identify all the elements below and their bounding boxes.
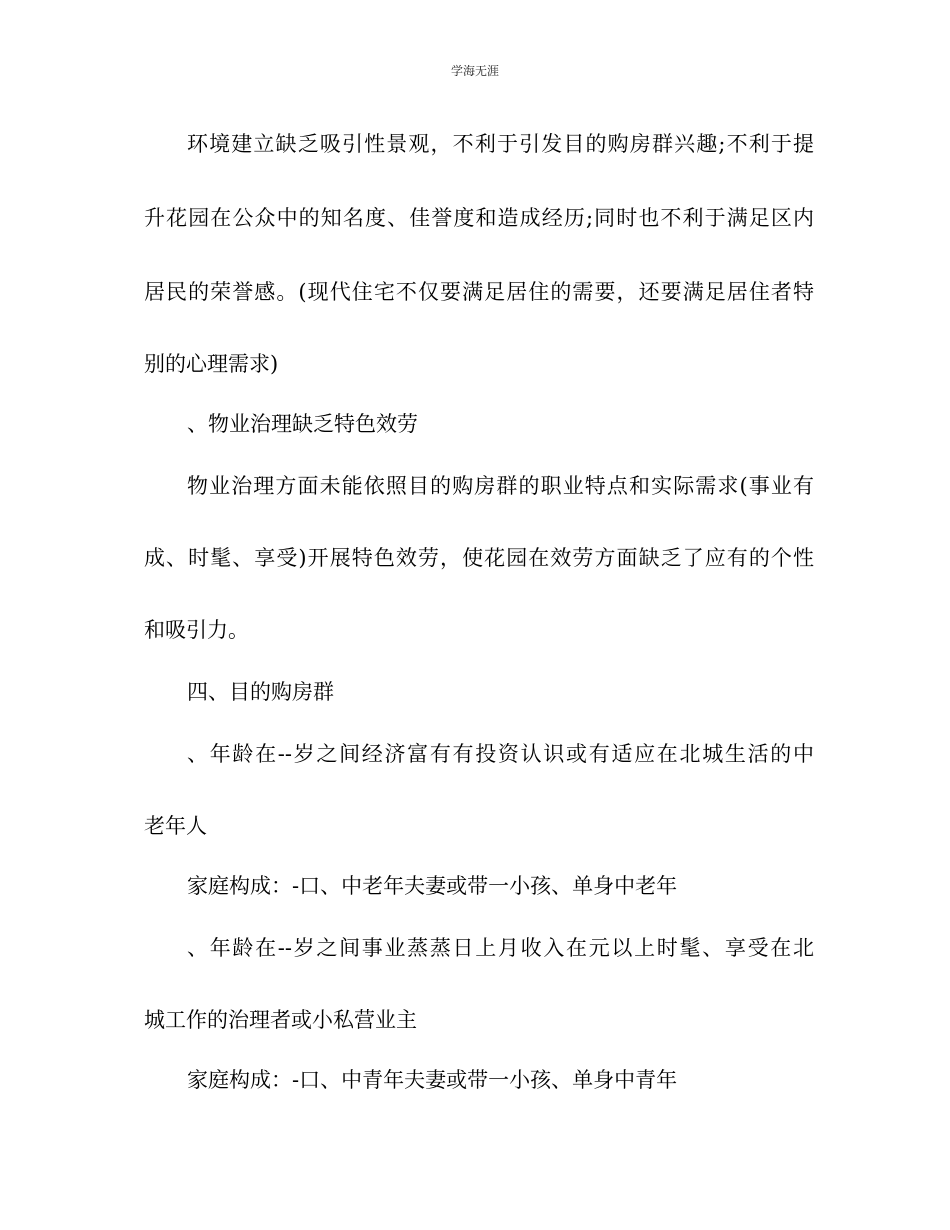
section-heading: 四、目的购房群 [187, 680, 334, 704]
paragraph-line: 城工作的治理者或小私营业主 [144, 1008, 417, 1032]
paragraph-line: 别的心理需求) [144, 352, 279, 376]
paragraph-line: 环境建立缺乏吸引性景观，不利于引发目的购房群兴趣;不利于提 [187, 132, 814, 156]
paragraph-line: 老年人 [144, 814, 207, 838]
paragraph-line: 升花园在公众中的知名度、佳誉度和造成经历;同时也不利于满足区内 [144, 206, 814, 230]
page-header: 学海无涯 [450, 64, 499, 78]
paragraph-line: 、年龄在--岁之间经济富有有投资认识或有适应在北城生活的中 [187, 742, 814, 766]
paragraph-line: 物业治理方面未能依照目的购房群的职业特点和实际需求(事业有 [187, 474, 814, 498]
paragraph-line: 居民的荣誉感。(现代住宅不仅要满足居住的需要，还要满足居住者特 [144, 280, 814, 304]
paragraph-line: 家庭构成：-口、中青年夫妻或带一小孩、单身中青年 [187, 1068, 678, 1092]
paragraph-line: 家庭构成：-口、中老年夫妻或带一小孩、单身中老年 [187, 874, 678, 898]
section-heading: 、物业治理缺乏特色效劳 [187, 412, 418, 436]
paragraph-line: 成、时髦、享受)开展特色效劳，使花园在效劳方面缺乏了应有的个性 [144, 546, 814, 570]
paragraph-line: 和吸引力。 [144, 618, 249, 642]
paragraph-line: 、年龄在--岁之间事业蒸蒸日上月收入在元以上时髦、享受在北 [187, 936, 814, 960]
